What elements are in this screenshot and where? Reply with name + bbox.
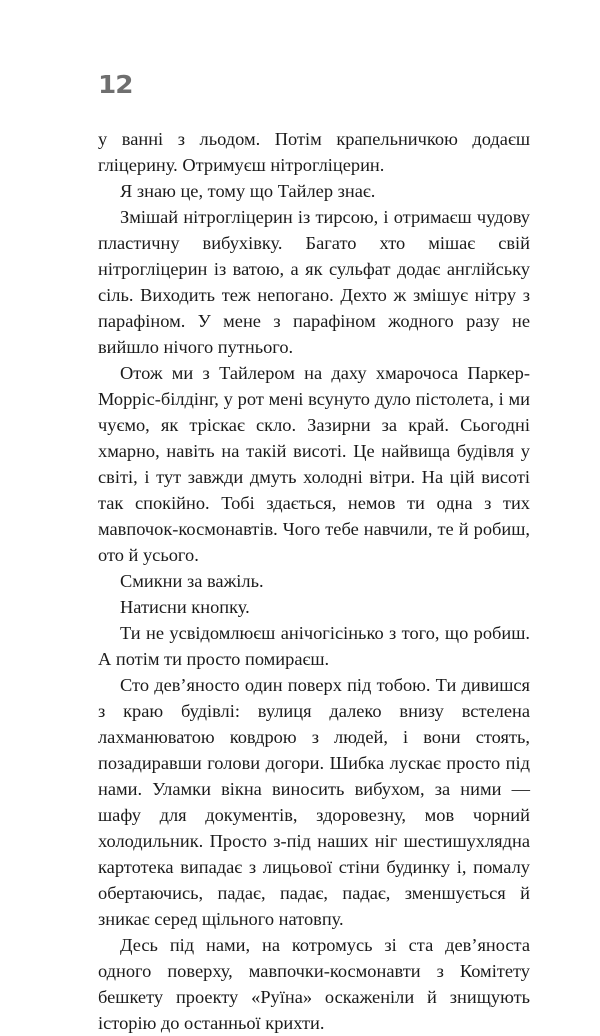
body-text [98, 126, 530, 1036]
paragraph: Отож ми з Тайлером на даху хмарочоса Паркер-Морріс-білдінг, у рот мені всунуто дуло пістолета, і ми чуємо, як тріскає скло. Зазирни за край. Сьогодні хмарно, навіть на такій висоті. Це найвища будівля у світі, і тут завжди дмуть холодні вітри. На цій висоті так спокійно. Тобі здається, немов ти одна з тих мавпочок-космонавтів. Чого тебе навчили, те й робиш, ото й усього. [98, 363, 530, 565]
paragraph: Ти не усвідомлюєш анічогісінько з того, що робиш. А потім ти просто помираєш. [98, 623, 530, 669]
paragraph: Сто дев’яносто один поверх під тобою. Ти дивишся з краю будівлі: вулиця далеко внизу встелена лахманюватою ковдрою з людей, і вони стоять, позадиравши голови догори. Шибка лускає просто під нами. Уламки вікна виносить вибухом, за ними — шафу для документів, здоровезну, мов чорний холодильник. Просто з-під наших ніг шестишухлядна картотека випадає з лицьової стіни будинку і, помалу обертаючись, падає, падає, падає, зменшується й зникає серед щільного натовпу. [98, 675, 530, 929]
paragraph: Змішай нітрогліцерин із тирсою, і отримаєш чудову пластичну вибухівку. Багато хто мішає свій нітрогліцерин із ватою, а як сульфат додає англійську сіль. Виходить теж непогано. Дехто ж змішує нітру з парафіном. У мене з парафіном жодного разу не вийшло нічого путнього. [98, 207, 530, 357]
paragraph: Натисни кнопку. [120, 597, 250, 617]
paragraph: Десь під нами, на котромусь зі ста дев’яноста одного поверху, мавпочки-космонавти з Комітету бешкету проекту «Руїна» оскаженіли й знищують історію до останньої крихти. [98, 935, 530, 1033]
paragraph: Смикни за важіль. [120, 571, 264, 591]
paragraph: Я знаю це, тому що Тайлер знає. [120, 181, 376, 201]
paragraph: у ванні з льодом. Потім крапельничкою додаєш гліцерину. Отримуєш нітрогліцерин. [98, 129, 530, 175]
page-number: 12 [98, 70, 133, 99]
